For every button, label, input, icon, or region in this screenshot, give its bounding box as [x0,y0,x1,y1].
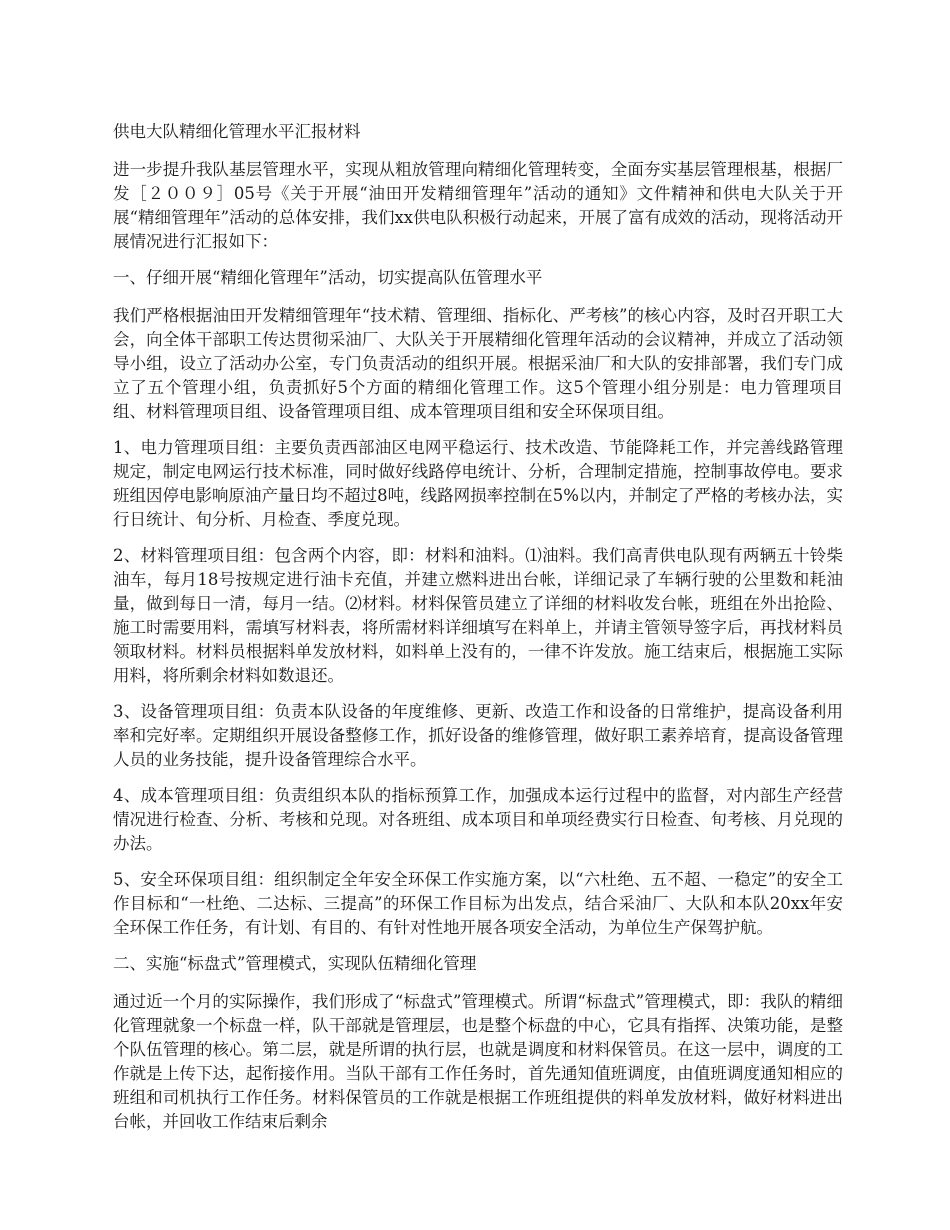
section-2-heading: 二、实施“标盘式”管理模式，实现队伍精细化管理 [113,954,477,973]
intro-paragraph: 进一步提升我队基层管理水平，实现从粗放管理向精细化管理转变，全面夯实基层管理根基，根据厂发［２００９］05号《关于开展“油田开发精细管理年”活动的通知》文件精神和供电大队关于开展“精细管理年”活动的总体安排，我们xx供电队积极行动起来，开展了富有成效的活动，现将活动开展情况进行汇报如下： [113,160,843,251]
item-1-electric-power: 1、电力管理项目组：主要负责西部油区电网平稳运行、技术改造、节能降耗工作，并完善线路管理规定，制定电网运行技术标准，同时做好线路停电统计、分析，合理制定措施，控制事故停电。要求班组因停电影响原油产量日均不超过8吨，线路网损率控制在5%以内，并制定了严格的考核办法，实行日统计、旬分析、月检查、季度兑现。 [113,438,843,529]
item-2-materials: 2、材料管理项目组：包含两个内容，即：材料和油料。⑴油料。我们高青供电队现有两辆五十铃柴油车，每月18号按规定进行油卡充值，并建立燃料进出台帐，详细记录了车辆行驶的公里数和耗油量，做到每日一清，每月一结。⑵材料。材料保管员建立了详细的材料收发台帐，班组在外出抢险、施工时需要用料，需填写材料表，将所需材料详细填写在料单上，并请主管领导签字后，再找材料员领取材料。材料员根据料单发放材料，如料单上没有的，一律不许发放。施工结束后，根据施工实际用料，将所剩余材料如数退还。 [113,546,843,685]
section-2-body: 通过近一个月的实际操作，我们形成了“标盘式”管理模式。所谓“标盘式”管理模式，即：我队的精细化管理就象一个标盘一样，队干部就是管理层，也是整个标盘的中心，它具有指挥、决策功能，是整个队伍管理的核心。第二层，就是所谓的执行层，也就是调度和材料保管员。在这一层中，调度的工作就是上传下达，起衔接作用。当队干部有工作任务时，首先通知值班调度，由值班调度通知相应的班组和司机执行工作任务。材料保管员的工作就是根据工作班组提供的料单发放材料，做好材料进出台帐，并回收工作结束后剩余 [113,992,843,1131]
item-3-equipment: 3、设备管理项目组：负责本队设备的年度维修、更新、改造工作和设备的日常维护，提高设备利用率和完好率。定期组织开展设备整修工作，抓好设备的维修管理，做好职工素养培育，提高设备管理人员的业务技能，提升设备管理综合水平。 [113,702,843,769]
document-title: 供电大队精细化管理水平汇报材料 [113,122,361,141]
document-page [113,120,843,1146]
item-4-cost: 4、成本管理项目组：负责组织本队的指标预算工作，加强成本运行过程中的监督，对内部生产经营情况进行检查、分析、考核和兑现。对各班组、成本项目和单项经费实行日检查、旬考核、月兑现的办法。 [113,786,843,853]
item-5-safety: 5、安全环保项目组：组织制定全年安全环保工作实施方案，以“六杜绝、五不超、一稳定”的安全工作目标和“一杜绝、二达标、三提高”的环保工作目标为出发点，结合采油厂、大队和本队20xx年安全环保工作任务，有计划、有目的、有针对性地开展各项安全活动，为单位生产保驾护航。 [113,870,843,937]
section-1-heading: 一、仔细开展“精细化管理年”活动，切实提高队伍管理水平 [113,268,543,287]
section-1-body: 我们严格根据油田开发精细管理年“技术精、管理细、指标化、严考核”的核心内容，及时召开职工大会，向全体干部职工传达贯彻采油厂、大队关于开展精细化管理年活动的会议精神，并成立了活动领导小组，设立了活动办公室，专门负责活动的组织开展。根据采油厂和大队的安排部署，我们专门成立了五个管理小组，负责抓好5个方面的精细化管理工作。这5个管理小组分别是：电力管理项目组、材料管理项目组、设备管理项目组、成本管理项目组和安全环保项目组。 [113,306,843,421]
